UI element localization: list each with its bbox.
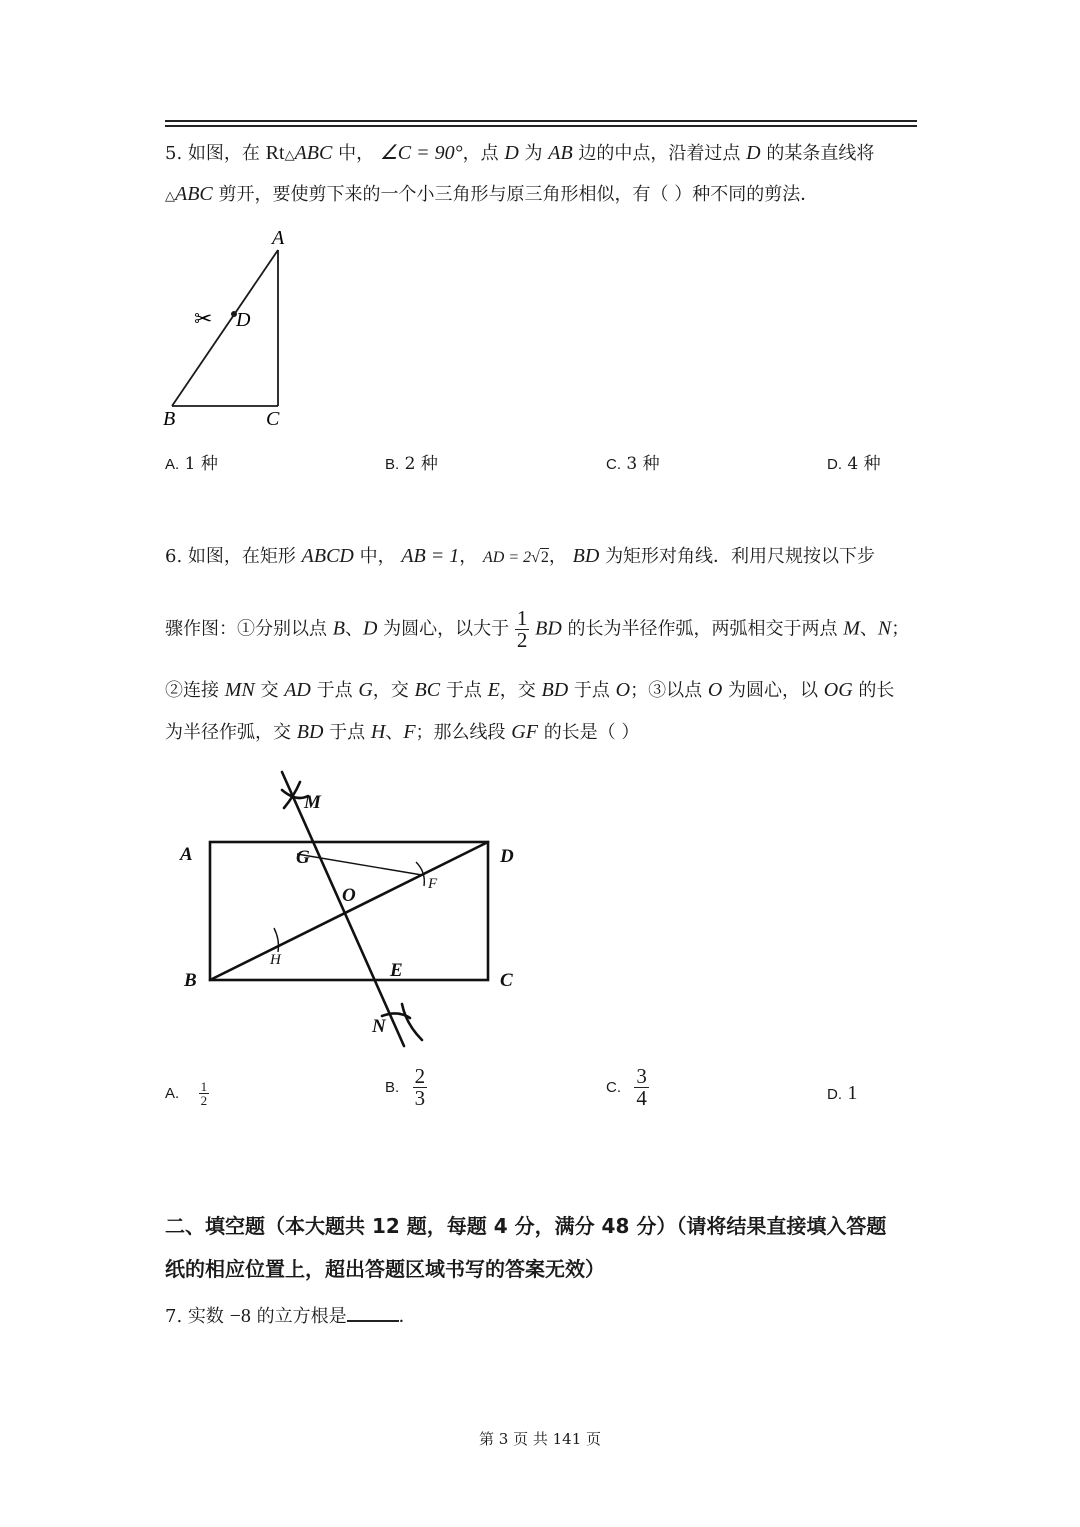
q6-label-d: D: [500, 846, 514, 867]
q6-label-o: O: [342, 885, 356, 906]
q6-line3: ②连接 MN 交 AD 于点 G，交 BC 于点 E，交 BD 于点 O；③以点 O 为圆心，以 OG 的长: [165, 679, 895, 701]
q6-line-mn: [282, 772, 404, 1046]
q6-label-f: F: [428, 876, 438, 892]
q5-line2: △ABC 剪开，要使剪下来的一个小三角形与原三角形相似，有（ ）种不同的剪法．: [165, 183, 819, 205]
q7-number: 7.: [165, 1306, 183, 1327]
q5-label-d: D: [236, 309, 251, 331]
header-rule-bottom: [165, 125, 917, 127]
q6-option-b[interactable]: B. $\frac{2}{3}$: [385, 1064, 426, 1110]
q5-label-b: B: [163, 408, 176, 430]
q5-triangle-figure: [150, 222, 320, 432]
q6-line2: 骤作图：①分别以点 B、D 为圆心，以大于 $\frac{1}{2}$ BD 的长为半径作弧，两弧相交于两点 M、N；: [165, 606, 910, 652]
q6-segment-gf: [297, 854, 422, 875]
section2-heading-line1: 二、填空题（本大题共 12 题，每题 4 分，满分 48 分）（请将结果直接填入答题: [165, 1214, 887, 1238]
q5-angle: ∠C = 90°: [379, 142, 463, 164]
q5-option-c[interactable]: C. 3 种: [606, 454, 660, 474]
q6-label-c: C: [500, 970, 513, 991]
q6-label-e: E: [390, 960, 403, 981]
q5-side-ab: [172, 250, 278, 406]
q6-option-d[interactable]: D. 1: [827, 1082, 858, 1104]
scissors-icon: ✂: [194, 306, 213, 331]
q6-rectangle-figure: [170, 760, 530, 1060]
q6-label-m: M: [304, 792, 321, 813]
q7-line: 7. 实数 −8 的立方根是 ．: [165, 1302, 417, 1330]
q5-number: 5.: [165, 143, 183, 164]
q6-half-fraction: $\frac{1}{2}$: [516, 606, 528, 652]
q6-line1: 6. 如图，在矩形 ABCD 中， AB = 1， AD = 2√2， BD 为矩形对角线．利用尺规按以下步: [165, 545, 876, 567]
q5-option-a[interactable]: A. 1 种: [165, 454, 218, 474]
page-number: 3: [498, 1430, 509, 1448]
q7-answer-blank[interactable]: [347, 1302, 399, 1322]
q5-line1: 5. 如图，在 Rt△ABC 中， ∠C = 90°，点 D 为 AB 边的中点，沿着过点 D 的某条直线将: [165, 142, 875, 164]
q6-label-n: N: [372, 1016, 386, 1037]
page-footer: 第 3 页 共 141 页: [478, 1430, 602, 1448]
q5-option-b[interactable]: B. 2 种: [385, 454, 438, 474]
q6-label-b: B: [184, 970, 197, 991]
q6-label-g: G: [296, 847, 310, 868]
q6-option-a[interactable]: A. $\frac{1}{2}$: [165, 1079, 208, 1108]
q6-arc-n2: [402, 1004, 422, 1040]
q6-label-a: A: [180, 844, 193, 865]
q6-option-c[interactable]: C. $\frac{3}{4}$: [606, 1064, 647, 1110]
section2-heading-line2: 纸的相应位置上，超出答题区域书写的答案无效）: [165, 1257, 605, 1281]
q6-label-h: H: [270, 952, 281, 968]
q6-line4: 为半径作弧，交 BD 于点 H、F；那么线段 GF 的长是（ ）: [165, 721, 640, 743]
q5-label-c: C: [266, 408, 280, 430]
page-total: 141: [552, 1430, 582, 1448]
q5-label-a: A: [272, 227, 285, 249]
q5-option-d[interactable]: D. 4 种: [827, 454, 881, 474]
q6-number: 6.: [165, 546, 183, 567]
header-rule-top: [165, 120, 917, 122]
